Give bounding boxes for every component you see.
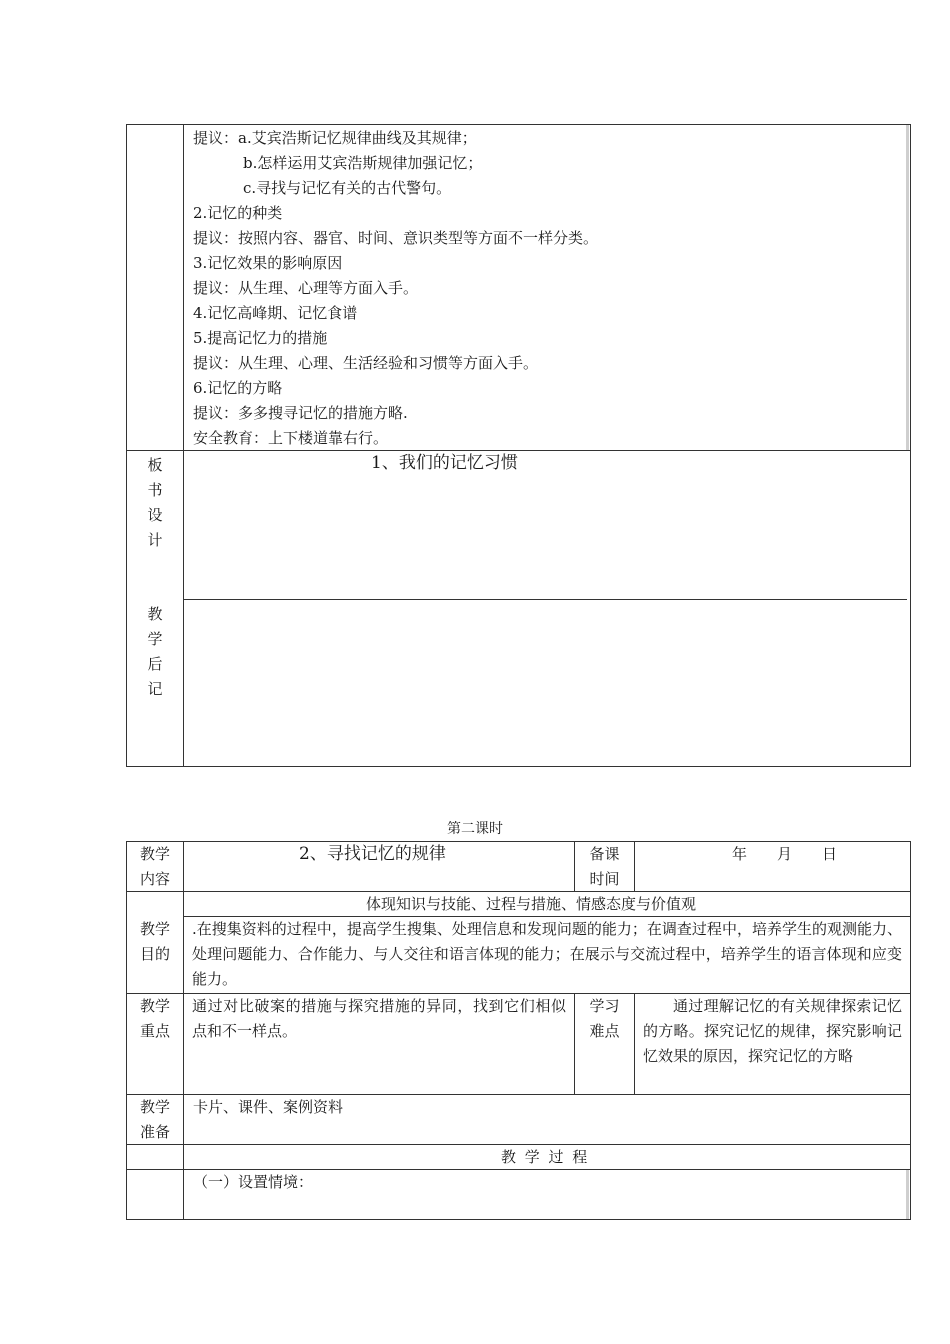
memory-strategy-proposal: 提议：多多搜寻记忆的措施方略. [193,404,408,422]
lesson-title: 2、寻找记忆的规律 [299,844,446,864]
proposal-line-2: b.怎样运用艾宾浩斯规律加强记忆； [243,154,483,172]
memory-effect-heading: 3.记忆效果的影响原因 [193,254,343,272]
safety-education: 安全教育：上下楼道靠右行。 [193,429,389,447]
memory-peak-heading: 4.记忆高峰期、记忆食谱 [193,304,358,322]
memory-types-heading: 2.记忆的种类 [193,204,283,222]
improve-memory-heading: 5.提高记忆力的措施 [193,329,328,347]
top-table-bottom-border [126,766,911,767]
prep-text: 卡片、课件、案例资料 [193,1098,344,1116]
proposal-line-1: 提议：a.艾宾浩斯记忆规律曲线及其规律； [193,129,477,147]
memory-strategy-heading: 6.记忆的方略 [193,379,283,397]
bt-bottom-border [126,1219,911,1220]
focus-label: 教学 重点 [139,997,170,1040]
board-title: 1、我们的记忆习惯 [371,453,518,473]
goal-label: 教学 目的 [139,920,170,963]
memory-types-proposal: 提议：按照内容、器官、时间、意识类型等方面不一样分类。 [193,229,599,247]
prep-label: 教学 准备 [139,1098,170,1141]
memory-effect-proposal: 提议：从生理、心理等方面入手。 [193,279,419,297]
top-table-right-border [910,124,911,767]
top-table-divider-vertical [183,124,184,767]
board-design-label: 板 书 设 计 [147,456,163,549]
teaching-notes-label: 教 学 后 记 [147,605,163,698]
focus-text: 通过对比破案的措施与探究措施的异同，找到它们相似点和不一样点。 [192,997,566,1040]
process-header: 教 学 过 程 [501,1148,590,1166]
bt-right-border [910,841,911,1220]
improve-memory-proposal: 提议：从生理、心理、生活经验和习惯等方面入手。 [193,354,539,372]
top-table-top-border [126,124,911,125]
section-title: 第二课时 [447,821,503,837]
goal-text: .在搜集资料的过程中，提高学生搜集、处理信息和发现问题的能力；在调查过程中，培养学生的观测能力、处理问题能力、合作能力、与人交往和语言体现的能力；在展示与交流过程中，培养学生的语言体现和应变能力。 [192,920,902,988]
row-divider-2 [184,599,907,600]
top-table-right-shadow [906,125,909,450]
prep-time-label: 备课 时间 [589,845,620,888]
date-field: 年 月 日 [732,845,838,863]
difficulty-text: 通过理解记忆的有关规律探索记忆的方略。探究记忆的规律，探究影响记忆效果的原因，探究记忆的方略 [643,997,902,1065]
goal-header: 体现知识与技能、过程与措施、情感态度与价值观 [366,895,697,913]
bt-right-shadow [906,1170,909,1219]
proposal-line-3: c.寻找与记忆有关的古代警句。 [243,179,452,197]
bt-row1-divider-b [634,841,635,891]
content-label: 教学 内容 [139,845,170,888]
step-1: （一）设置情境： [193,1173,314,1191]
difficulty-label: 学习 难点 [589,997,620,1040]
